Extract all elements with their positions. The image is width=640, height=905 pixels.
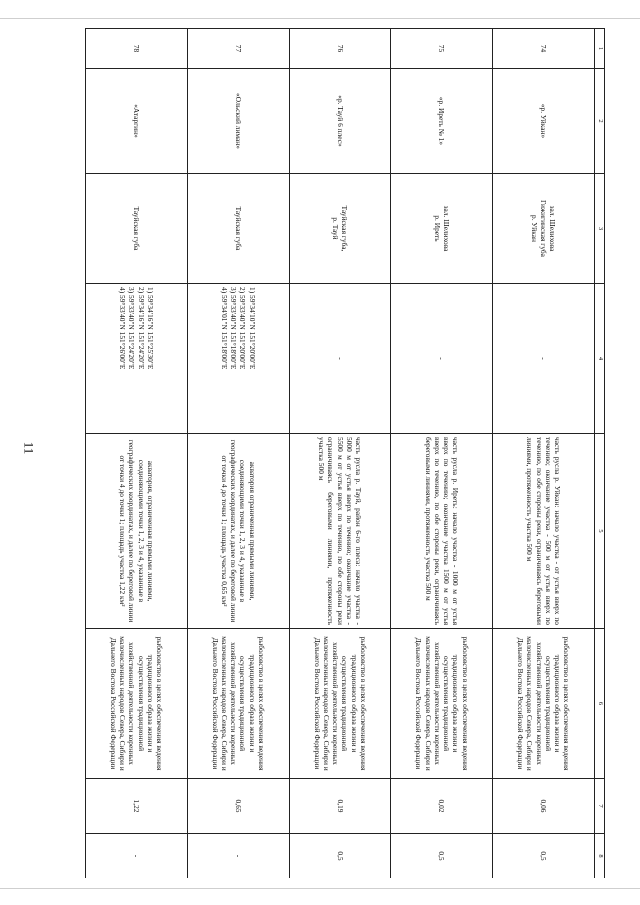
- area-purpose: рыболовство в целях обеспечения ведения традиционного образа жизни и осуществления традиционной хозяйственной деятельности коренных малочисленных народов Севера, Сибири и Дальнего Востока Российской Федерации: [86, 629, 188, 779]
- column-number: 1: [595, 29, 605, 69]
- column-number-row: [595, 29, 605, 879]
- area-name: «Ольский лиман»: [187, 69, 289, 174]
- area-location: Тауйская губа: [187, 174, 289, 284]
- column-number: 2: [595, 69, 605, 174]
- row-number: 74: [493, 29, 595, 69]
- area-purpose: рыболовство в целях обеспечения ведения традиционного образа жизни и осуществления традиционной хозяйственной деятельности коренных малочисленных народов Севера, Сибири и Дальнего Востока Российской Федерации: [391, 629, 493, 779]
- table-row: [493, 29, 595, 879]
- area-value-col8: -: [86, 834, 188, 879]
- row-number: 77: [187, 29, 289, 69]
- table-row: [86, 29, 188, 879]
- area-value-col7: 0,06: [493, 779, 595, 834]
- area-value-col7: 0,65: [187, 779, 289, 834]
- area-coordinates: 1) 59°34'16"N 151°25'30"E 2) 59°34'16"N 151°24'20"E 3) 59°33'40"N 151°24'20"E 4) 59°33'40"N 151°26'00"E: [86, 284, 188, 434]
- column-number: 6: [595, 629, 605, 779]
- area-coordinates: -: [493, 284, 595, 434]
- scan-edge-top: [0, 18, 640, 19]
- area-purpose: рыболовство в целях обеспечения ведения традиционного образа жизни и осуществления традиционной хозяйственной деятельности коренных малочисленных народов Севера, Сибири и Дальнего Востока Российской Федерации: [187, 629, 289, 779]
- area-name: «р. Уйкан»: [493, 69, 595, 174]
- rotated-table: [85, 28, 605, 878]
- area-description: часть русла р. Иреть: начало участка - 1000 м от устья вверх по течению; окончание участка 1500 м от устья вверх по течению, по обе стороны реки, ограничиваясь береговыми линиями, протяженность участка 500 м: [391, 434, 493, 629]
- column-number: 7: [595, 779, 605, 834]
- scan-edge-bottom: [0, 888, 640, 889]
- column-number: 4: [595, 284, 605, 434]
- fishing-areas-table: [85, 28, 605, 878]
- table-container: [85, 28, 605, 878]
- table-row: [187, 29, 289, 879]
- table-row: [391, 29, 493, 879]
- area-value-col8: 0,5: [289, 834, 391, 879]
- area-description: часть русла р. Уйкан: начало участка - от устья вверх по течению; окончание участка - 500 м от устья вверх по течению, по обе стороны реки, ограничиваясь береговыми линиями, протяженность участка 500 м: [493, 434, 595, 629]
- column-number: 5: [595, 434, 605, 629]
- table-row: [289, 29, 391, 879]
- area-description: акватория, ограниченная прямыми линиями, соединяющими точки 1, 2, 3 и 4, указанные в географических координатах, и далее по береговой линии от точки 4 до точки 1; площадь участка 1,22 км²: [86, 434, 188, 629]
- area-description: часть русла р. Тауй, район 6-го плеса: начало участка - 5000 м от устья вверх по течению; окончание участка - 5500 м от устья вверх по течению, по обе стороны реки ограничиваясь береговыми линиями, протяженность участка 500 м: [289, 434, 391, 629]
- area-name: «Атаргин»: [86, 69, 188, 174]
- area-coordinates: -: [391, 284, 493, 434]
- row-number: 76: [289, 29, 391, 69]
- area-coordinates: -: [289, 284, 391, 434]
- area-location: Тауйская губа, р. Тауй: [289, 174, 391, 284]
- area-value-col8: -: [187, 834, 289, 879]
- area-description: акватория ограниченная прямыми линиями, соединяющими точки 1, 2, 3 и 4, указанные в географических координатах, и далее по береговой линии от точки 4 до точки 1; площадь участка 0,65 км²: [187, 434, 289, 629]
- area-location: Тауйская губа: [86, 174, 188, 284]
- area-value-col7: 0,02: [391, 779, 493, 834]
- area-value-col7: 1,22: [86, 779, 188, 834]
- area-name: «р. Иреть № 1»: [391, 69, 493, 174]
- area-purpose: рыболовство в целях обеспечения ведения традиционного образа жизни и осуществления традиционной хозяйственной деятельности коренных малочисленных народов Севера, Сибири и Дальнего Востока Российской Федерации: [493, 629, 595, 779]
- area-purpose: рыболовство в целях обеспечения ведения традиционного образа жизни и осуществления традиционной хозяйственной деятельности коренных малочисленных народов Севера, Сибири и Дальнего Востока Российской Федерации: [289, 629, 391, 779]
- area-location: зал. Шелихова р. Иреть: [391, 174, 493, 284]
- area-value-col8: 0,5: [493, 834, 595, 879]
- area-value-col7: 0,19: [289, 779, 391, 834]
- area-location: зал. Шелихова Гижигинская губа р. Уйкан: [493, 174, 595, 284]
- area-value-col8: 0,5: [391, 834, 493, 879]
- page-number: 11: [21, 441, 37, 455]
- row-number: 78: [86, 29, 188, 69]
- area-name: «р. Тауй 6 плес»: [289, 69, 391, 174]
- row-number: 75: [391, 29, 493, 69]
- column-number: 3: [595, 174, 605, 284]
- area-coordinates: 1) 59°34'10"N 151°20'00"E 2) 59°33'40"N 151°20'00"E 3) 59°33'40"N 151°18'00"E 4) 59°34'01"N 151°18'00"E: [187, 284, 289, 434]
- column-number: 8: [595, 834, 605, 879]
